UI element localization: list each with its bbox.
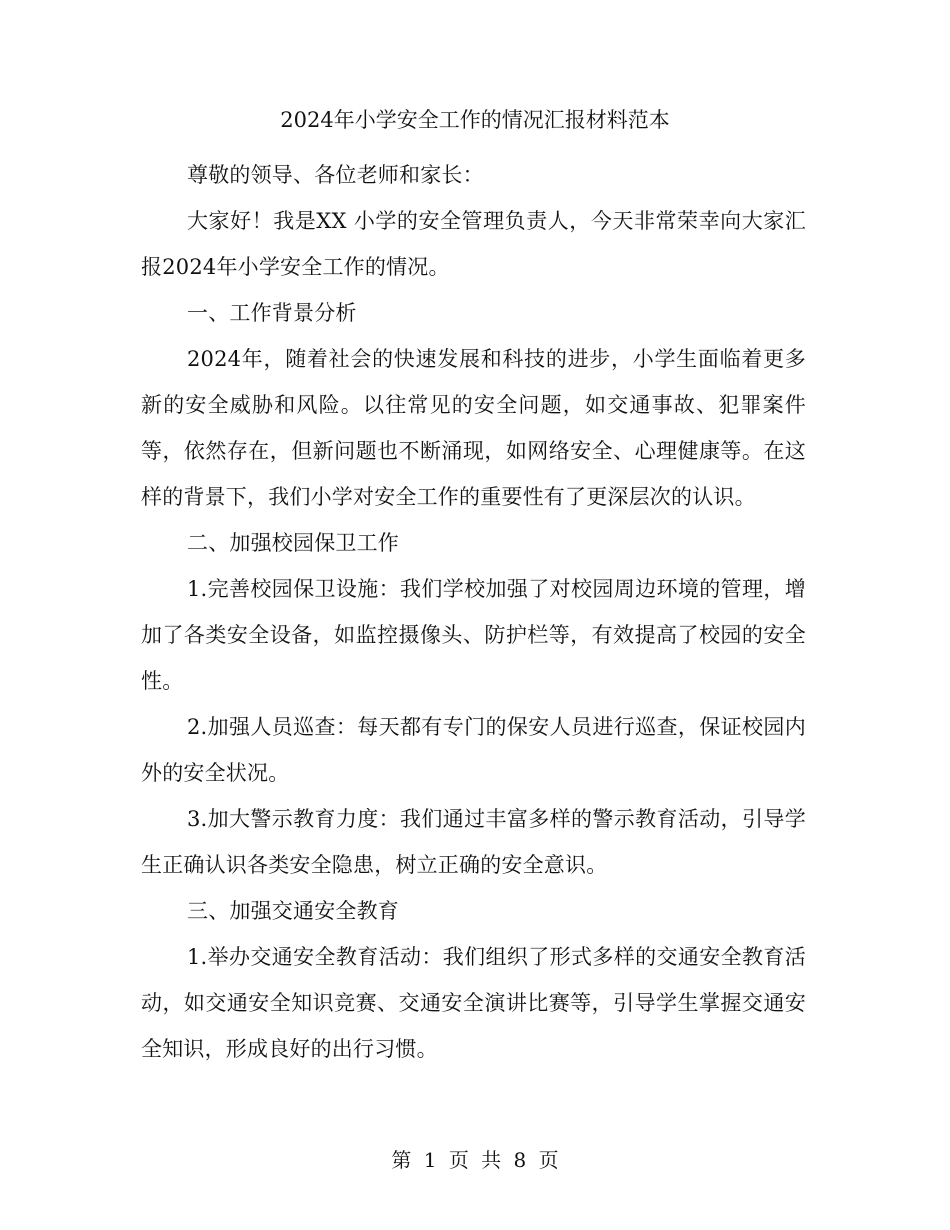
background-paragraph: 2024年，随着社会的快速发展和科技的进步，小学生面临着更多新的安全威胁和风险。以往常见的安全问题，如交通事故、犯罪案件等，依然存在，但新问题也不断涌现，如网络安全、心理健康等。在这样的背景下，我们小学对安全工作的重要性有了更深层次的认识。 [141, 347, 806, 509]
campus-security-item-3: 3.加大警示教育力度：我们通过丰富多样的警示教育活动，引导学生正确认识各类安全隐患，树立正确的安全意识。 [141, 807, 806, 877]
document-body [141, 152, 806, 1072]
section-heading-background: 一、工作背景分析 [187, 301, 357, 325]
page-number-footer: 第 1 页 共 8 页 [391, 1148, 559, 1172]
traffic-safety-item-1: 1.举办交通安全教育活动：我们组织了形式多样的交通安全教育活动，如交通安全知识竞赛、交通安全演讲比赛等，引导学生掌握交通安全知识，形成良好的出行习惯。 [141, 945, 806, 1061]
campus-security-item-1: 1.完善校园保卫设施：我们学校加强了对校园周边环境的管理，增加了各类安全设备，如监控摄像头、防护栏等，有效提高了校园的安全性。 [141, 577, 806, 693]
salutation: 尊敬的领导、各位老师和家长： [187, 163, 484, 187]
campus-security-item-2: 2.加强人员巡查：每天都有专门的保安人员进行巡查，保证校园内外的安全状况。 [141, 715, 806, 785]
document-title: 2024年小学安全工作的情况汇报材料范本 [280, 108, 670, 132]
section-heading-traffic-safety: 三、加强交通安全教育 [187, 899, 399, 923]
intro-paragraph: 大家好！我是XX 小学的安全管理负责人，今天非常荣幸向大家汇报2024年小学安全工作的情况。 [141, 209, 806, 279]
section-heading-campus-security: 二、加强校园保卫工作 [187, 531, 399, 555]
